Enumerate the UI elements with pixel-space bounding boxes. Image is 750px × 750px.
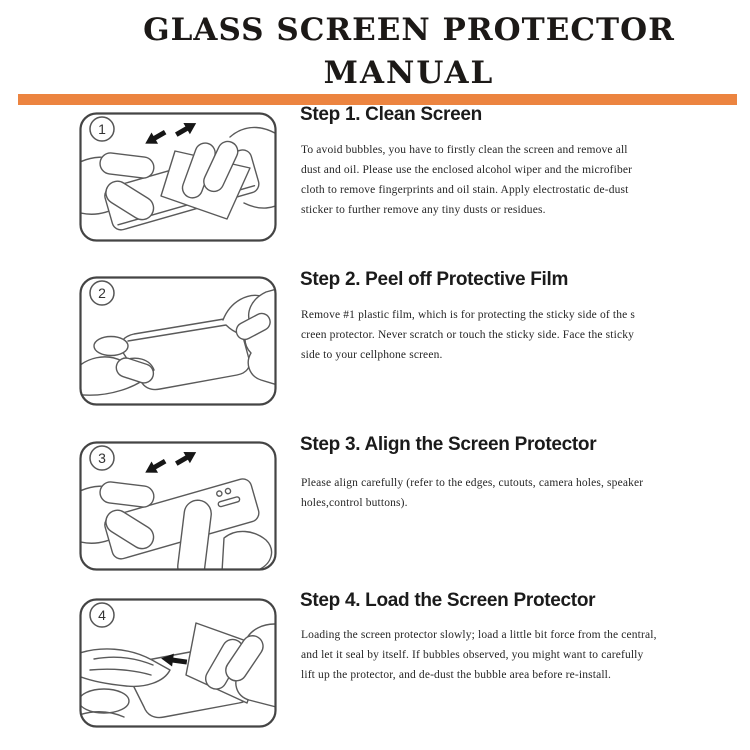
body-line: dust and oil. Please use the enclosed alcohol wiper and the microfiber bbox=[301, 164, 633, 176]
step-2-figure bbox=[78, 275, 278, 407]
step-3-illustration bbox=[78, 440, 278, 572]
body-line: Loading the screen protector slowly; load a little bit force from the central, bbox=[301, 629, 657, 641]
step-1-heading: Step 1. Clean Screen bbox=[300, 104, 482, 125]
load-protector-drawing bbox=[78, 623, 278, 718]
step-number-text: 3 bbox=[98, 450, 106, 466]
body-line: sticker to further remove any tiny dusts or residues. bbox=[301, 204, 546, 216]
step-2-body bbox=[301, 305, 635, 365]
step-3-figure bbox=[78, 440, 278, 572]
body-line: lift up the protector, and de-dust the bubble area before re-install. bbox=[301, 669, 612, 681]
body-line: Remove #1 plastic film, which is for protecting the sticky side of the s bbox=[301, 309, 636, 321]
body-line: holes,control buttons). bbox=[301, 497, 408, 509]
step-1-body bbox=[301, 140, 632, 220]
body-line: To avoid bubbles, you have to firstly clean the screen and remove all bbox=[301, 144, 628, 156]
left-fingertip-drawing bbox=[94, 337, 128, 356]
step-1-figure bbox=[78, 111, 278, 243]
step-number-text: 1 bbox=[98, 121, 106, 137]
body-line: side to your cellphone screen. bbox=[301, 349, 443, 361]
left-hand-drawing bbox=[78, 649, 170, 686]
wipe-direction-arrows-icon bbox=[142, 118, 199, 150]
left-finger-drawing bbox=[99, 481, 155, 508]
step-4-figure bbox=[78, 597, 278, 729]
wipe-screen-drawing bbox=[78, 127, 278, 232]
right-hand-drawing bbox=[222, 531, 272, 572]
align-direction-arrows-icon bbox=[142, 447, 199, 479]
step-2-heading: Step 2. Peel off Protective Film bbox=[300, 269, 569, 290]
align-protector-drawing bbox=[78, 477, 272, 572]
step-number-text: 2 bbox=[98, 285, 106, 301]
body-line: and let it seal by itself. If bubbles observed, you might want to carefully bbox=[301, 649, 644, 661]
step-2-illustration bbox=[78, 275, 278, 407]
step-4-heading: Step 4. Load the Screen Protector bbox=[300, 590, 596, 611]
step-4-illustration bbox=[78, 597, 278, 729]
body-line: cloth to remove fingerprints and oil stain. Apply electrostatic de-dust bbox=[301, 184, 629, 196]
step-3-heading: Step 3. Align the Screen Protector bbox=[300, 434, 597, 455]
manual-title-line2: MANUAL bbox=[323, 55, 495, 91]
step-4-body bbox=[301, 625, 657, 685]
step-3-body bbox=[301, 473, 643, 513]
step-1-illustration bbox=[78, 111, 278, 243]
left-finger-drawing bbox=[99, 152, 155, 179]
left-thumb-drawing bbox=[79, 689, 129, 713]
body-line: creen protector. Never scratch or touch the sticky side. Face the sticky bbox=[301, 329, 634, 341]
body-line: Please align carefully (refer to the edges, cutouts, camera holes, speaker bbox=[301, 477, 644, 489]
manual-title-line1: GLASS SCREEN PROTECTOR bbox=[143, 12, 675, 48]
step-number-text: 4 bbox=[98, 607, 106, 623]
